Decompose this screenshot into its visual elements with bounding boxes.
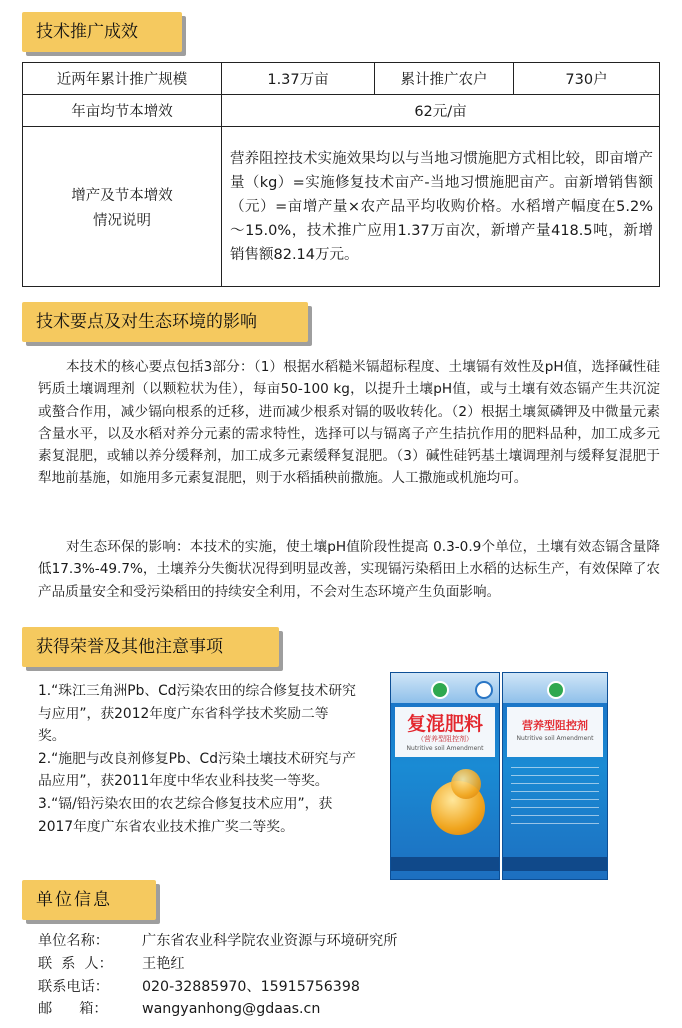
section-title: 技术推广成效 [36, 22, 138, 42]
contact-row [38, 953, 397, 976]
contact-label: 联 系 人： [38, 955, 113, 972]
section-header-honors [22, 627, 279, 667]
bag2-english: Nutritive soil Amendment [516, 735, 594, 742]
section-header-effect [22, 12, 182, 52]
label-promotion-scale: 近两年累计推广规模 [23, 63, 222, 95]
unit-name-row [38, 930, 397, 953]
unit-name-label: 单位名称： [38, 933, 109, 949]
bag1-title: 复混肥料 [406, 713, 483, 735]
value-promotion-scale: 1.37万亩 [222, 63, 375, 95]
label-farmers: 累计推广农户 [375, 63, 514, 95]
label-annual-benefit: 年亩均节本增效 [23, 95, 222, 127]
phone-number: 020-32885970、15915756398 [142, 978, 360, 995]
eco-impact-paragraph: 对生态环保的影响：本技术的实施，使土壤pH值阶段性提高 0.3-0.9个单位，土壤有效态镉含量降低17.3%-49.7%，土壤养分失衡状况得到明显改善，实现镉污染稻田上水稻的达标生产，有效保障了农产品质量安全和受污染稻田的持续安全利用，不会对生态环境产生负面影响。 [38, 539, 660, 600]
explanation-text: 营养阻控技术实施效果均以与当地习惯施肥方式相比较，即亩增产量（kg）=实施修复技术亩产-当地习惯施肥亩产。亩新增销售额（元）=亩增产量×农产品平均收购价格。水稻增产幅度在5.2%～15.0%，技术推广应用1.37万亩次，新增产量418.5吨，新增销售额82.14万元。 [222, 127, 660, 287]
table-row [23, 63, 660, 95]
fertilizer-granules-icon [451, 769, 481, 799]
honors-list [38, 680, 356, 838]
list-item: 3.“镉/铅污染农田的农艺综合修复技术应用”，获2017年度广东省农业技术推广奖二等奖。 [38, 795, 333, 835]
metrics-table [22, 62, 660, 287]
section-title: 单位信息 [36, 890, 112, 910]
product-bag-nutritive-amendment [502, 672, 608, 880]
unit-info [38, 930, 397, 1021]
bag1-english: Nutritive soil Amendment [406, 745, 484, 752]
section-header-unit [22, 880, 156, 920]
label-explanation-line2: 情况说明 [93, 212, 151, 229]
label-explanation-line1: 增产及节本增效 [71, 187, 173, 204]
phone-row [38, 976, 397, 999]
phone-label: 联系电话： [38, 978, 109, 995]
list-item: 2.“施肥与改良剂修复Pb、Cd污染土壤技术研究与产品应用”，获2011年度中华农业科技奖一等奖。 [38, 750, 356, 790]
bag2-footer-band [503, 857, 607, 871]
email-label: 邮 箱： [38, 1001, 108, 1018]
product-bag-compound-fertilizer [390, 672, 500, 880]
list-item: 1.“珠江三角洲Pb、Cd污染农田的综合修复技术研究与应用”，获2012年度广东省科学技术奖励二等奖。 [38, 683, 356, 745]
unit-name: 广东省农业科学院农业资源与环境研究所 [142, 933, 398, 949]
section-title: 技术要点及对生态环境的影响 [36, 312, 257, 332]
cross-logo-icon [431, 681, 449, 699]
bag2-text-block [511, 767, 599, 827]
key-points-paragraph: 本技术的核心要点包括3部分：（1）根据水稻糙米镉超标程度、土壤镉有效性及pH值，选择碱性硅钙质土壤调理剂（以颗粒状为佳），每亩50-100 kg，以提升土壤pH值，或与土壤有效态镉产生共沉淀或螯合作用，减少镉向根系的迁移，进而减少根系对镉的吸收转化。（2）根据土壤氮磷钾及中微量元素含量水平，以及水稻对养分元素的需求特性，选择可以与镉离子产生拮抗作用的肥料品种，加工成多元素复混肥，或辅以养分缓释剂，加工成多元素缓释复混肥。（3）碱性硅钙基土壤调理剂与缓释复混肥于犁地前基施，如施用多元素复混肥，则于水稻插秧前撒施。人工撒施或机施均可。 [38, 359, 660, 487]
certification-logo-icon [475, 681, 493, 699]
contact-person: 王艳红 [142, 955, 185, 972]
section-header-key-points [22, 302, 308, 342]
value-annual-benefit: 62元/亩 [222, 95, 660, 127]
bag1-subtitle: （营养型阻控剂） [417, 735, 473, 743]
bag1-footer-band [391, 857, 499, 871]
section-title: 获得荣誉及其他注意事项 [36, 637, 223, 657]
table-row [23, 127, 660, 287]
value-farmers: 730户 [514, 63, 660, 95]
table-row [23, 95, 660, 127]
bag2-title: 营养型阻控剂 [522, 719, 588, 732]
cross-logo-icon [547, 681, 565, 699]
email-address[interactable]: wangyanhong@gdaas.cn [142, 1001, 321, 1018]
label-explanation [23, 127, 222, 287]
email-row [38, 998, 397, 1021]
